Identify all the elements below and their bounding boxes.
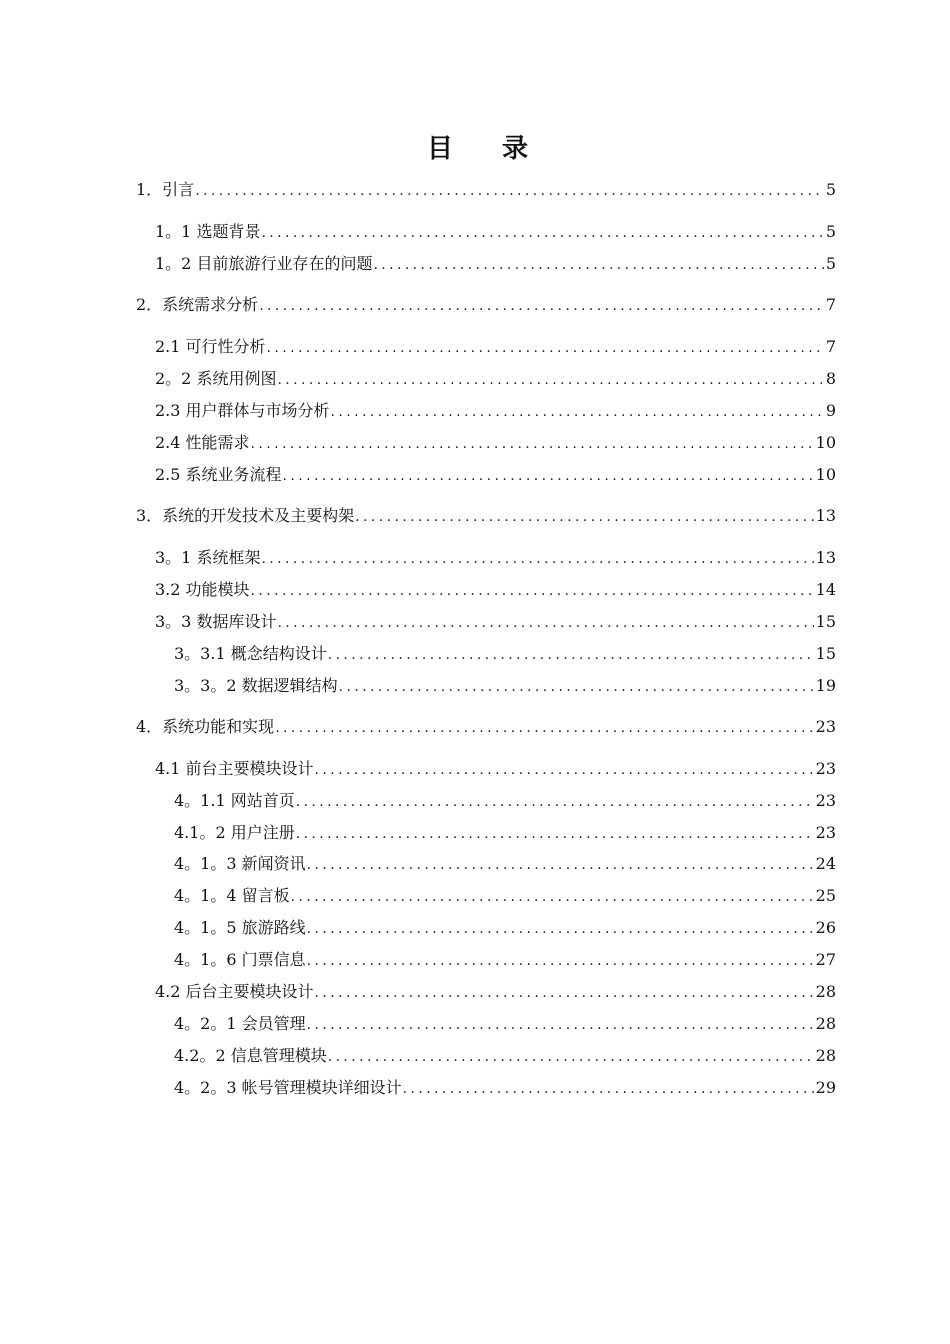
- toc-entry-page: 28: [815, 982, 836, 1001]
- toc-entry-3-3-2[interactable]: [174, 674, 836, 698]
- toc-entry-1-1[interactable]: [155, 220, 836, 244]
- toc-entry-label: 4。1。5 旅游路线: [174, 916, 307, 940]
- toc-entry-3-1[interactable]: [155, 546, 836, 570]
- toc-entry-4-1-1[interactable]: [174, 789, 836, 813]
- toc-dot-leader: [307, 917, 814, 941]
- toc-entry-4-1-3[interactable]: [174, 852, 836, 876]
- toc-entry-page: 14: [815, 580, 836, 599]
- toc-entry-4[interactable]: [136, 715, 836, 739]
- toc-dot-leader: [261, 547, 813, 571]
- toc-entry-page: 23: [815, 717, 836, 736]
- toc-entry-1-2[interactable]: [155, 252, 836, 276]
- toc-dot-leader: [403, 1077, 814, 1101]
- toc-dot-leader: [259, 294, 824, 318]
- toc-dot-leader: [275, 716, 813, 740]
- toc-entry-label: 3。1 系统框架: [155, 546, 261, 570]
- toc-entry-label: 2.3 用户群体与市场分析: [155, 399, 331, 423]
- toc-entry-page: 9: [825, 401, 836, 420]
- toc-entry-page: 24: [815, 854, 836, 873]
- toc-entry-page: 10: [815, 433, 836, 452]
- toc-entry-4-1-6[interactable]: [174, 948, 836, 972]
- toc-dot-leader: [307, 853, 814, 877]
- toc-entry-page: 23: [815, 823, 836, 842]
- toc-entry-label: 4.1。2 用户注册: [174, 821, 296, 845]
- toc-entry-label: 4。1。6 门票信息: [174, 948, 307, 972]
- toc-entry-4-2-2[interactable]: [174, 1044, 836, 1068]
- toc-entry-3-2[interactable]: [155, 578, 836, 602]
- toc-dot-leader: [307, 949, 814, 973]
- toc-entry-4-2-1[interactable]: [174, 1012, 836, 1036]
- toc-entry-2[interactable]: [136, 293, 836, 317]
- toc-entry-label: 1．引言: [136, 178, 195, 202]
- toc-dot-leader: [277, 611, 813, 635]
- toc-entry-page: 15: [815, 612, 836, 631]
- toc-dot-leader: [291, 885, 814, 909]
- page-title: 目 录: [426, 134, 549, 164]
- toc-entry-label: 4.1 前台主要模块设计: [155, 757, 315, 781]
- toc-dot-leader: [251, 579, 814, 603]
- toc-entry-2-5[interactable]: [155, 463, 836, 487]
- toc-entry-label: 2。2 系统用例图: [155, 367, 277, 391]
- toc-entry-label: 3．系统的开发技术及主要构架: [136, 504, 355, 528]
- toc-entry-4-1-2[interactable]: [174, 821, 836, 845]
- toc-entry-page: 10: [815, 465, 836, 484]
- toc-dot-leader: [328, 1045, 814, 1069]
- toc-dot-leader: [195, 179, 824, 203]
- toc-entry-2-3[interactable]: [155, 399, 836, 423]
- toc-dot-leader: [315, 981, 814, 1005]
- toc-entry-page: 13: [815, 548, 836, 567]
- toc-entry-label: 2.5 系统业务流程: [155, 463, 283, 487]
- toc-entry-page: 25: [815, 886, 836, 905]
- toc-entry-label: 4.2。2 信息管理模块: [174, 1044, 328, 1068]
- toc-entry-3-3-1[interactable]: [174, 642, 836, 666]
- toc-entry-label: 4。1。4 留言板: [174, 884, 291, 908]
- toc-dot-leader: [261, 221, 823, 245]
- toc-dot-leader: [339, 675, 814, 699]
- toc-entry-page: 8: [825, 369, 836, 388]
- toc-dot-leader: [296, 822, 814, 846]
- toc-dot-leader: [251, 432, 814, 456]
- toc-entry-label: 4。1.1 网站首页: [174, 789, 296, 813]
- toc-entry-label: 4．系统功能和实现: [136, 715, 275, 739]
- toc-entry-label: 3。3.1 概念结构设计: [174, 642, 328, 666]
- toc-entry-page: 19: [815, 676, 836, 695]
- toc-entry-page: 28: [815, 1014, 836, 1033]
- toc-entry-page: 23: [815, 759, 836, 778]
- toc-entry-label: 2.1 可行性分析: [155, 335, 267, 359]
- toc-entry-label: 3。3。2 数据逻辑结构: [174, 674, 339, 698]
- toc-entry-4-2[interactable]: [155, 980, 836, 1004]
- toc-entry-page: 7: [825, 295, 836, 314]
- toc-entry-2-4[interactable]: [155, 431, 836, 455]
- toc-entry-label: 3.2 功能模块: [155, 578, 251, 602]
- toc-entry-label: 4。1。3 新闻资讯: [174, 852, 307, 876]
- toc-entry-page: 7: [825, 337, 836, 356]
- toc-entry-page: 5: [825, 222, 836, 241]
- toc-entry-page: 5: [825, 254, 836, 273]
- toc-entry-label: 1。2 目前旅游行业存在的问题: [155, 252, 373, 276]
- toc-dot-leader: [307, 1013, 814, 1037]
- toc-entry-4-1[interactable]: [155, 757, 836, 781]
- toc-dot-leader: [373, 253, 823, 277]
- toc-entry-4-1-5[interactable]: [174, 916, 836, 940]
- toc-entry-2-1[interactable]: [155, 335, 836, 359]
- toc-dot-leader: [315, 758, 814, 782]
- toc-dot-leader: [267, 336, 824, 360]
- toc-entry-3-3[interactable]: [155, 610, 836, 634]
- toc-entry-label: 1。1 选题背景: [155, 220, 261, 244]
- toc-entry-label: 4。2。1 会员管理: [174, 1012, 307, 1036]
- toc-entry-label: 4。2。3 帐号管理模块详细设计: [174, 1076, 403, 1100]
- toc-entry-page: 28: [815, 1046, 836, 1065]
- toc-entry-page: 15: [815, 644, 836, 663]
- toc-entry-page: 27: [815, 950, 836, 969]
- toc-entry-page: 23: [815, 791, 836, 810]
- toc-entry-page: 5: [825, 180, 836, 199]
- toc-dot-leader: [355, 505, 813, 529]
- toc-entry-page: 29: [815, 1078, 836, 1097]
- toc-entry-label: 2.4 性能需求: [155, 431, 251, 455]
- toc-dot-leader: [296, 790, 814, 814]
- toc-entry-label: 3。3 数据库设计: [155, 610, 277, 634]
- toc-dot-leader: [283, 464, 814, 488]
- toc-entry-label: 4.2 后台主要模块设计: [155, 980, 315, 1004]
- toc-entry-4-1-4[interactable]: [174, 884, 836, 908]
- toc-entry-2-2[interactable]: [155, 367, 836, 391]
- toc-dot-leader: [328, 643, 814, 667]
- toc-entry-4-2-3[interactable]: [174, 1076, 836, 1100]
- toc-entry-3[interactable]: [136, 504, 836, 528]
- toc-entry-page: 26: [815, 918, 836, 937]
- toc-entry-1[interactable]: [136, 178, 836, 202]
- toc-entry-page: 13: [815, 506, 836, 525]
- toc-dot-leader: [277, 368, 823, 392]
- toc-entry-label: 2．系统需求分析: [136, 293, 259, 317]
- toc-dot-leader: [331, 400, 824, 424]
